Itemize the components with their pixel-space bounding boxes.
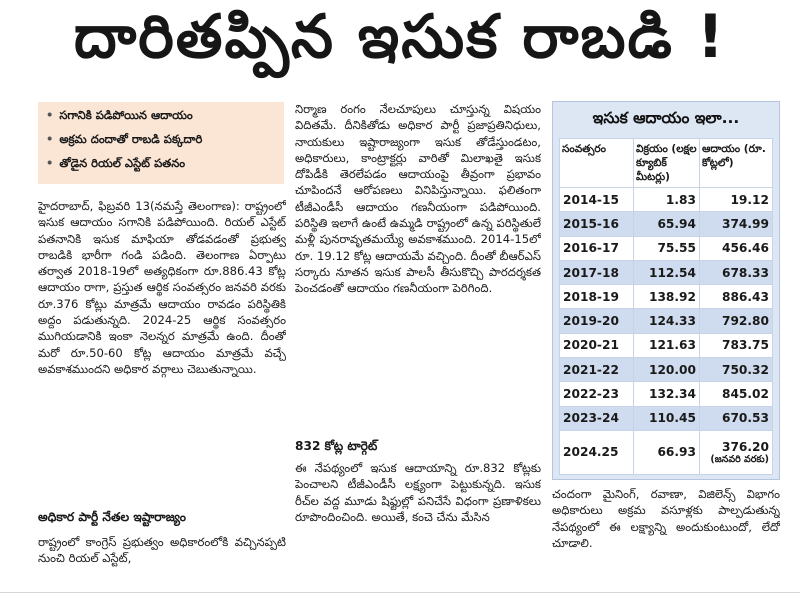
cell-sales: 75.55 <box>634 236 700 260</box>
bullet-icon: • <box>46 132 54 146</box>
table-row <box>560 430 773 474</box>
cell-sales: 120.00 <box>634 358 700 382</box>
highlight-text: అక్రమ దందాతో రాబడి పక్కదారి <box>59 132 203 146</box>
table-row <box>560 188 773 212</box>
header-sales: విక్రయం (లక్షల క్యూబిక్‌ మీటర్లు) <box>634 139 700 188</box>
revenue-table <box>559 138 773 475</box>
cell-sales: 112.54 <box>634 260 700 284</box>
cell-year: 2022-23 <box>560 382 634 406</box>
table-row <box>560 309 773 333</box>
subheading-target: 832 కోట్ల టార్గెట్‌ <box>295 439 378 453</box>
cell-revenue: 750.32 <box>700 358 773 382</box>
cell-sales: 132.34 <box>634 382 700 406</box>
highlight-item <box>46 132 276 147</box>
cell-year: 2023-24 <box>560 406 634 430</box>
cell-revenue: 845.02 <box>700 382 773 406</box>
cell-revenue-with-note <box>700 430 773 474</box>
revenue-table-box <box>552 101 780 480</box>
header-revenue: ఆదాయం (రూ. కోట్లలో) <box>700 139 773 188</box>
cell-revenue: 374.99 <box>700 212 773 236</box>
table-row <box>560 236 773 260</box>
cell-year: 2016-17 <box>560 236 634 260</box>
bullet-icon: • <box>46 108 54 122</box>
bullet-icon: • <box>46 156 54 170</box>
cell-sales: 124.33 <box>634 309 700 333</box>
table-row <box>560 358 773 382</box>
table-title: ఇసుక ఆదాయం ఇలా... <box>592 109 740 127</box>
highlight-text: తోడైన రియల్‌ ఎస్టేట్‌ పతనం <box>59 156 186 170</box>
cell-revenue: 670.53 <box>700 406 773 430</box>
table-row <box>560 406 773 430</box>
cell-note: (జనవరి వరకు) <box>710 453 769 465</box>
article-column-1-text: హైదరాబాద్‌, ఫిబ్రవరి 13(నమస్తే తెలంగాణ): రాష్ట్రంలో ఇసుక ఆదాయం సగానికి పడిపోయింది. రియల్‌ ఎస్టేట్‌ పతనానికి ఇసుక మాఫియా తోడవడంతో ప్రభుత్వ రాబడికి భారీగా గండి పడింది. తెలంగాణ ఏర్పాటు తర్వాత 2018-19లో అత్యధికంగా రూ.886.43 కోట్ల ఆదాయం రాగా, ప్రస్తుత ఆర్థిక సంవత్సరం జనవరి వరకు రూ.376 కోట్లు మాత్రమే ఆదాయం రావడం పరిస్థితికి అద్దం పడుతున్నది. 2024-25 ఆర్థిక సంవత్సరం ముగియడానికి ఇంకా నెలన్నర మాత్రమే ఉంది. దీంతో మరో రూ.50-60 కోట్ల ఆదాయం మాత్రమే వచ్చే అవకాశముందని అధికార వర్గాలు చెబుతున్నాయి. <box>38 199 286 376</box>
cell-revenue: 783.75 <box>700 333 773 357</box>
cell-year: 2014-15 <box>560 188 634 212</box>
highlight-text: సగానికి పడిపోయిన ఆదాయం <box>59 108 193 122</box>
cell-year: 2015-16 <box>560 212 634 236</box>
article-column-2-continued: ఈ నేపథ్యంలో ఇసుక ఆదాయాన్ని రూ.832 కోట్లకు పెంచాలని టీజీఎండీసీ లక్ష్యంగా పెట్టుకున్నది. ఇసుక రీచ్‌ల వద్ద మూడు షిఫ్టుల్లో పనిచేసే విధంగా ప్రణాళికలు రూపొందించింది. అయితే, కంచె చేను మేసిన <box>295 461 541 524</box>
highlight-item <box>46 108 276 123</box>
cell-revenue: 792.80 <box>700 309 773 333</box>
cell-revenue: 456.46 <box>700 236 773 260</box>
highlights-box <box>38 102 284 184</box>
cell-year: 2018-19 <box>560 285 634 309</box>
cell-year: 2019-20 <box>560 309 634 333</box>
table-header-row <box>560 139 773 188</box>
cell-year: 2017-18 <box>560 260 634 284</box>
cell-sales: 110.45 <box>634 406 700 430</box>
cell-sales: 138.92 <box>634 285 700 309</box>
cell-sales: 121.63 <box>634 333 700 357</box>
cell-sales: 1.83 <box>634 188 700 212</box>
highlight-item <box>46 156 276 171</box>
headline: దారితప్పిన ఇసుక రాబడి ! <box>73 2 727 72</box>
article-column-3-text: చందంగా మైనింగ్‌, రవాణా, విజిలెన్స్‌ విభాగం అధికారులు అక్రమ వసూళ్లకు పాల్పడుతున్న నేపథ్యంలో ఈ లక్ష్యాన్ని అందుకుంటుందో, లేదో చూడాలి. <box>552 487 780 550</box>
table-row <box>560 285 773 309</box>
table-row <box>560 333 773 357</box>
cell-revenue: 886.43 <box>700 285 773 309</box>
cell-sales: 65.94 <box>634 212 700 236</box>
cell-year: 2020-21 <box>560 333 634 357</box>
header-year: సంవత్సరం <box>560 139 634 188</box>
table-row <box>560 212 773 236</box>
cell-revenue: 19.12 <box>700 188 773 212</box>
page-divider <box>0 592 800 593</box>
cell-revenue: 678.33 <box>700 260 773 284</box>
article-column-1-continued: రాష్ట్రంలో కాంగ్రెస్‌ ప్రభుత్వం అధికారంలోకి వచ్చినప్పటి నుంచి రియల్‌ ఎస్టేట్‌, <box>38 535 286 566</box>
cell-year: 2021-22 <box>560 358 634 382</box>
cell-year: 2024.25 <box>560 430 634 474</box>
subheading-party-leaders: అధికార పార్టీ నేతల ఇష్టారాజ్యం <box>38 510 186 524</box>
table-row <box>560 382 773 406</box>
cell-sales: 66.93 <box>634 430 700 474</box>
cell-revenue: 376.20 <box>721 439 769 454</box>
table-row <box>560 260 773 284</box>
article-column-2-text: నిర్మాణ రంగం నేలచూపులు చూస్తున్న విషయం విదితమే. దీనికితోడు అధికార పార్టీ ప్రజాప్రతినిధులు, నాయకులు ఇష్టారాజ్యంగా ఇసుక తోడేస్తుండటం, అధికారులు, కాంట్రాక్టర్లు వారితో మిలాఖతై ఇసుక దోపిడీకి తెరలేపడం ఆదాయంపై తీవ్రంగా ప్రభావం చూపిందనే ఆరోపణలు వినిపిస్తున్నాయి. ఫలితంగా టీజీఎండీసీ ఆదాయం గణనీయంగా పడిపోయింది. పరిస్థితి ఇలాగే ఉంటే ఉమ్మడి రాష్ట్రంలో ఉన్న పరిస్థితులే మళ్లీ పునరావృతమయ్యే అవకాశముంది. 2014-15లో రూ. 19.12 కోట్ల ఆదాయమే వచ్చింది. దీంతో బీఆర్‌ఎస్‌ సర్కారు నూతన ఇసుక పాలసీ తీసుకొచ్చి పారదర్శకత పెంచడంతో ఆదాయం గణనీయంగా పెరిగింది. <box>295 102 541 296</box>
